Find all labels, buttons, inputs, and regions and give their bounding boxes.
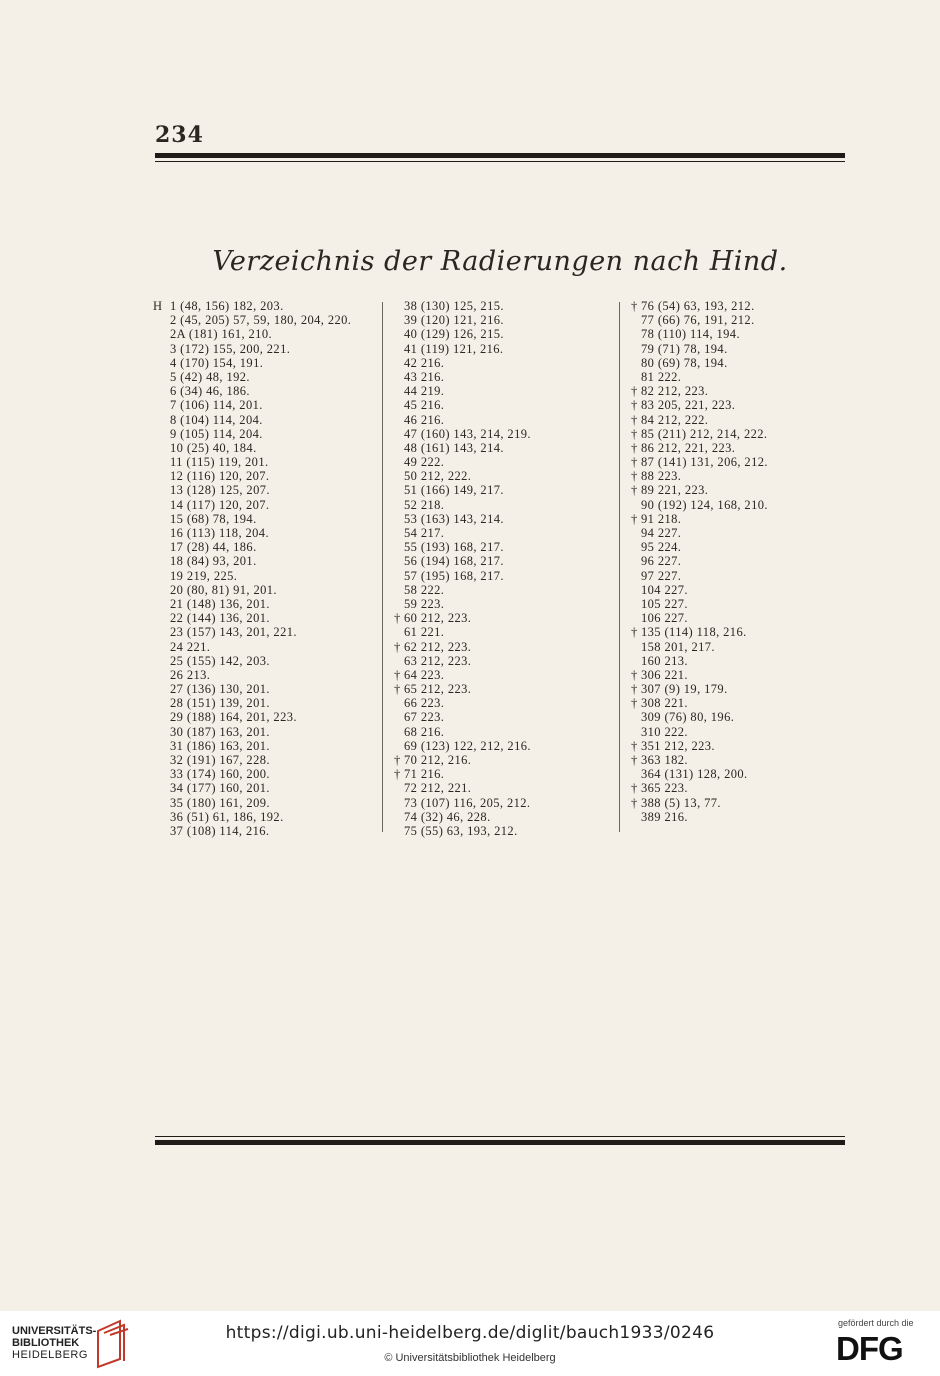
entry-text: 79 (71) 78, 194. — [641, 341, 728, 356]
entry-text: 26 213. — [170, 667, 211, 682]
index-entry — [394, 554, 619, 568]
index-entry — [631, 398, 846, 412]
dagger-mark: † — [631, 753, 638, 767]
dagger-mark: † — [631, 511, 638, 526]
index-entry — [394, 569, 619, 583]
entry-text: 7 (106) 114, 201. — [170, 398, 263, 413]
entry-text: 94 227. — [641, 526, 682, 540]
index-entry — [394, 413, 619, 427]
index-entry — [153, 668, 383, 682]
index-entry — [631, 696, 846, 710]
index-entry — [153, 441, 383, 455]
library-name-line: HEIDELBERG — [12, 1349, 88, 1361]
entry-text: 76 (54) 63, 193, 212. — [641, 299, 755, 313]
index-entry — [394, 781, 619, 795]
entry-text: 135 (114) 118, 216. — [641, 625, 747, 640]
entry-text: 67 223. — [404, 710, 445, 725]
index-entry — [153, 781, 383, 795]
index-entry — [631, 597, 846, 611]
entry-text: 8 (104) 114, 204. — [170, 412, 263, 427]
index-entry — [394, 441, 619, 455]
index-entry — [631, 498, 846, 512]
entry-text: 60 212, 223. — [404, 611, 472, 626]
entry-text: 17 (28) 44, 186. — [170, 540, 257, 555]
column-divider — [382, 302, 383, 832]
index-entry — [153, 370, 383, 384]
index-entry — [394, 583, 619, 597]
page-number: 234 — [155, 122, 204, 148]
index-entry — [394, 625, 619, 639]
entry-text: 28 (151) 139, 201. — [170, 696, 270, 711]
entry-text: 46 216. — [404, 412, 445, 427]
entry-text: 96 227. — [641, 554, 682, 569]
index-entry — [394, 753, 619, 767]
index-entry — [631, 781, 846, 795]
index-entry — [153, 753, 383, 767]
index-entry — [153, 299, 383, 313]
entry-text: 1 (48, 156) 182, 203. — [170, 299, 284, 313]
index-entry — [394, 668, 619, 682]
index-entry — [631, 810, 846, 824]
dagger-mark: † — [631, 781, 638, 796]
entry-text: 308 221. — [641, 696, 688, 711]
entry-text: 50 212, 222. — [404, 469, 472, 484]
index-entry — [153, 455, 383, 469]
index-entry — [631, 654, 846, 668]
index-entry — [153, 810, 383, 824]
entry-text: 72 212, 221. — [404, 781, 472, 796]
entry-text: 80 (69) 78, 194. — [641, 355, 728, 370]
index-entry — [153, 512, 383, 526]
dagger-mark: † — [631, 384, 638, 399]
index-entry — [631, 469, 846, 483]
entry-text: 74 (32) 46, 228. — [404, 809, 491, 824]
entry-text: 388 (5) 13, 77. — [641, 795, 721, 810]
index-entry — [631, 753, 846, 767]
index-entry — [631, 682, 846, 696]
index-entry — [631, 299, 846, 313]
index-entry — [153, 597, 383, 611]
index-entry — [153, 796, 383, 810]
index-entry — [631, 384, 846, 398]
index-entry — [394, 810, 619, 824]
entry-text: 65 212, 223. — [404, 682, 472, 697]
entry-text: 51 (166) 149, 217. — [404, 483, 504, 498]
entry-text: 38 (130) 125, 215. — [404, 299, 504, 313]
index-entry — [631, 725, 846, 739]
entry-text: 25 (155) 142, 203. — [170, 653, 270, 668]
entry-text: 37 (108) 114, 216. — [170, 823, 270, 838]
entry-text: 5 (42) 48, 192. — [170, 369, 250, 384]
entry-text: 83 205, 221, 223. — [641, 398, 736, 413]
entry-text: 106 227. — [641, 611, 688, 626]
index-entry — [631, 767, 846, 781]
entry-text: 42 216. — [404, 355, 445, 370]
entry-text: 48 (161) 143, 214. — [404, 440, 504, 455]
index-entry — [153, 654, 383, 668]
index-entry — [153, 696, 383, 710]
entry-text: 77 (66) 76, 191, 212. — [641, 313, 755, 328]
index-entry — [153, 483, 383, 497]
entry-text: 10 (25) 40, 184. — [170, 440, 257, 455]
dagger-mark: † — [394, 767, 401, 782]
index-entry — [153, 413, 383, 427]
index-entry — [394, 682, 619, 696]
index-column-1 — [153, 299, 383, 838]
index-entry — [153, 767, 383, 781]
entry-text: 81 222. — [641, 369, 682, 384]
dagger-mark: † — [394, 753, 401, 767]
entry-text: 57 (195) 168, 217. — [404, 568, 504, 583]
entry-text: 87 (141) 131, 206, 212. — [641, 455, 768, 470]
index-entry — [631, 441, 846, 455]
index-entry — [153, 625, 383, 639]
index-entry — [394, 313, 619, 327]
entry-text: 35 (180) 161, 209. — [170, 795, 270, 810]
entry-text: 58 222. — [404, 582, 445, 597]
entry-text: 24 221. — [170, 639, 211, 654]
index-entry — [394, 356, 619, 370]
dagger-mark: † — [631, 469, 638, 484]
index-entry — [153, 682, 383, 696]
entry-text: 91 218. — [641, 511, 682, 526]
entry-text: 39 (120) 121, 216. — [404, 313, 504, 328]
entry-text: 105 227. — [641, 596, 688, 611]
entry-text: 306 221. — [641, 667, 688, 682]
entry-text: 14 (117) 120, 207. — [170, 497, 270, 512]
index-entry — [394, 725, 619, 739]
index-entry — [631, 796, 846, 810]
index-entry — [394, 526, 619, 540]
entry-text: 59 223. — [404, 596, 445, 611]
entry-text: 86 212, 221, 223. — [641, 440, 736, 455]
index-entry — [394, 370, 619, 384]
entry-text: 32 (191) 167, 228. — [170, 753, 270, 767]
index-entry — [394, 611, 619, 625]
index-entry — [394, 796, 619, 810]
entry-text: 2A (181) 161, 210. — [170, 327, 272, 342]
index-entry — [153, 569, 383, 583]
entry-text: 41 (119) 121, 216. — [404, 341, 504, 356]
dagger-mark: † — [631, 398, 638, 413]
index-entry — [394, 767, 619, 781]
header-rule — [155, 153, 845, 162]
entry-text: 11 (115) 119, 201. — [170, 455, 269, 470]
entry-text: 49 222. — [404, 455, 445, 470]
entry-text: 13 (128) 125, 207. — [170, 483, 270, 498]
entry-text: 9 (105) 114, 204. — [170, 426, 263, 441]
library-name-line: BIBLIOTHEK — [12, 1337, 80, 1349]
entry-text: 158 201, 217. — [641, 639, 715, 654]
entry-text: 82 212, 223. — [641, 384, 709, 399]
index-entry — [394, 710, 619, 724]
index-entry — [631, 512, 846, 526]
index-entry — [631, 611, 846, 625]
entry-text: 43 216. — [404, 369, 445, 384]
entry-text: 30 (187) 163, 201. — [170, 724, 270, 739]
index-entry — [631, 640, 846, 654]
index-entry — [631, 710, 846, 724]
entry-text: 45 216. — [404, 398, 445, 413]
entry-text: 18 (84) 93, 201. — [170, 554, 257, 569]
index-entry — [631, 583, 846, 597]
dagger-mark: † — [631, 440, 638, 455]
index-entry — [153, 611, 383, 625]
index-entry — [153, 710, 383, 724]
index-entry — [631, 526, 846, 540]
entry-text: 34 (177) 160, 201. — [170, 781, 270, 796]
entry-text: 15 (68) 78, 194. — [170, 511, 257, 526]
index-entry — [153, 583, 383, 597]
entry-text: 4 (170) 154, 191. — [170, 355, 264, 370]
index-entry — [394, 398, 619, 412]
index-entry — [153, 469, 383, 483]
index-entry — [631, 455, 846, 469]
entry-text: 73 (107) 116, 205, 212. — [404, 795, 531, 810]
entry-text: 90 (192) 124, 168, 210. — [641, 497, 768, 512]
dagger-mark: † — [394, 639, 401, 654]
entry-text: 89 221, 223. — [641, 483, 709, 498]
dagger-mark: † — [394, 611, 401, 626]
index-entry — [394, 483, 619, 497]
index-entry — [631, 540, 846, 554]
index-entry — [631, 569, 846, 583]
index-entry — [631, 668, 846, 682]
index-entry — [394, 427, 619, 441]
dagger-mark: † — [631, 682, 638, 697]
index-entry — [394, 469, 619, 483]
index-entry — [631, 342, 846, 356]
dagger-mark: † — [631, 455, 638, 470]
footer-rule — [155, 1136, 845, 1145]
index-entry — [394, 696, 619, 710]
index-column-2 — [394, 299, 619, 838]
entry-text: 62 212, 223. — [404, 639, 472, 654]
index-entry — [631, 313, 846, 327]
index-entry — [631, 739, 846, 753]
entry-text: 3 (172) 155, 200, 221. — [170, 341, 291, 356]
entry-text: 104 227. — [641, 582, 688, 597]
dagger-mark: † — [631, 795, 638, 810]
index-entry — [153, 356, 383, 370]
index-entry — [153, 739, 383, 753]
dagger-mark: † — [631, 483, 638, 498]
index-entry — [394, 512, 619, 526]
entry-text: 56 (194) 168, 217. — [404, 554, 504, 569]
index-entry — [394, 824, 619, 838]
index-entry — [631, 370, 846, 384]
entry-text: 47 (160) 143, 214, 219. — [404, 426, 531, 441]
entry-text: 97 227. — [641, 568, 682, 583]
index-entry — [153, 725, 383, 739]
index-entry — [631, 413, 846, 427]
index-entry — [153, 640, 383, 654]
entry-text: 85 (211) 212, 214, 222. — [641, 426, 768, 441]
entry-text: 23 (157) 143, 201, 221. — [170, 625, 297, 640]
index-entry — [153, 427, 383, 441]
index-entry — [153, 526, 383, 540]
entry-text: 351 212, 223. — [641, 738, 715, 753]
index-entry — [394, 327, 619, 341]
dagger-mark: † — [631, 426, 638, 441]
entry-text: 69 (123) 122, 212, 216. — [404, 738, 531, 753]
index-entry — [153, 398, 383, 412]
entry-text: 75 (55) 63, 193, 212. — [404, 823, 518, 838]
page-title: Verzeichnis der Radierungen nach Hind. — [212, 246, 788, 277]
permalink-url[interactable]: https://digi.ub.uni-heidelberg.de/diglit/bauch1933/0246 — [225, 1323, 715, 1343]
index-entry — [153, 824, 383, 838]
index-entry — [153, 498, 383, 512]
index-entry — [631, 356, 846, 370]
index-entry — [394, 498, 619, 512]
index-entry — [631, 483, 846, 497]
index-entry — [394, 342, 619, 356]
catalog-prefix: H — [153, 299, 163, 313]
index-entry — [153, 384, 383, 398]
entry-text: 2 (45, 205) 57, 59, 180, 204, 220. — [170, 313, 352, 328]
index-entry — [394, 455, 619, 469]
entry-text: 36 (51) 61, 186, 192. — [170, 809, 284, 824]
index-column-3 — [631, 299, 846, 824]
index-entry — [153, 327, 383, 341]
funder-caption: gefördert durch die — [838, 1318, 914, 1328]
index-entry — [153, 313, 383, 327]
copyright-notice: © Universitätsbibliothek Heidelberg — [384, 1352, 556, 1364]
entry-text: 27 (136) 130, 201. — [170, 682, 270, 697]
dagger-mark: † — [631, 625, 638, 640]
index-entry — [631, 625, 846, 639]
column-divider — [619, 302, 620, 832]
entry-text: 31 (186) 163, 201. — [170, 738, 270, 753]
index-entry — [394, 384, 619, 398]
dagger-mark: † — [394, 667, 401, 682]
entry-text: 160 213. — [641, 653, 688, 668]
entry-text: 363 182. — [641, 753, 688, 767]
index-entry — [153, 342, 383, 356]
dagger-mark: † — [394, 682, 401, 697]
entry-text: 6 (34) 46, 186. — [170, 384, 250, 399]
dagger-mark: † — [631, 667, 638, 682]
entry-text: 12 (116) 120, 207. — [170, 469, 270, 484]
index-entry — [394, 299, 619, 313]
entry-text: 84 212, 222. — [641, 412, 709, 427]
entry-text: 389 216. — [641, 809, 688, 824]
dagger-mark: † — [631, 696, 638, 711]
index-entry — [631, 327, 846, 341]
entry-text: 40 (129) 126, 215. — [404, 327, 504, 342]
dagger-mark: † — [631, 412, 638, 427]
index-entry — [394, 654, 619, 668]
entry-text: 22 (144) 136, 201. — [170, 611, 270, 626]
index-entry — [153, 554, 383, 568]
entry-text: 20 (80, 81) 91, 201. — [170, 582, 277, 597]
entry-text: 53 (163) 143, 214. — [404, 511, 504, 526]
entry-text: 66 223. — [404, 696, 445, 711]
entry-text: 44 219. — [404, 384, 445, 399]
entry-text: 55 (193) 168, 217. — [404, 540, 504, 555]
entry-text: 52 218. — [404, 497, 445, 512]
dfg-logo: DFG — [836, 1330, 903, 1367]
index-entry — [394, 540, 619, 554]
entry-text: 78 (110) 114, 194. — [641, 327, 740, 342]
index-entry — [394, 640, 619, 654]
entry-text: 307 (9) 19, 179. — [641, 682, 728, 697]
entry-text: 68 216. — [404, 724, 445, 739]
entry-text: 21 (148) 136, 201. — [170, 596, 270, 611]
entry-text: 54 217. — [404, 526, 445, 540]
entry-text: 63 212, 223. — [404, 653, 472, 668]
entry-text: 16 (113) 118, 204. — [170, 526, 269, 540]
index-entry — [153, 540, 383, 554]
entry-text: 95 224. — [641, 540, 682, 555]
dagger-mark: † — [631, 299, 638, 313]
entry-text: 310 222. — [641, 724, 688, 739]
entry-text: 19 219, 225. — [170, 568, 238, 583]
entry-text: 61 221. — [404, 625, 445, 640]
entry-text: 33 (174) 160, 200. — [170, 767, 270, 782]
entry-text: 365 223. — [641, 781, 688, 796]
index-entry — [394, 739, 619, 753]
entry-text: 29 (188) 164, 201, 223. — [170, 710, 297, 725]
entry-text: 71 216. — [404, 767, 445, 782]
entry-text: 364 (131) 128, 200. — [641, 767, 748, 782]
index-entry — [394, 597, 619, 611]
entry-text: 88 223. — [641, 469, 682, 484]
entry-text: 309 (76) 80, 196. — [641, 710, 735, 725]
index-entry — [631, 427, 846, 441]
dagger-mark: † — [631, 738, 638, 753]
entry-text: 64 223. — [404, 667, 445, 682]
entry-text: 70 212, 216. — [404, 753, 472, 767]
index-entry — [631, 554, 846, 568]
library-name-line: UNIVERSITÄTS- — [12, 1325, 97, 1337]
viewer-footer — [0, 1311, 940, 1376]
